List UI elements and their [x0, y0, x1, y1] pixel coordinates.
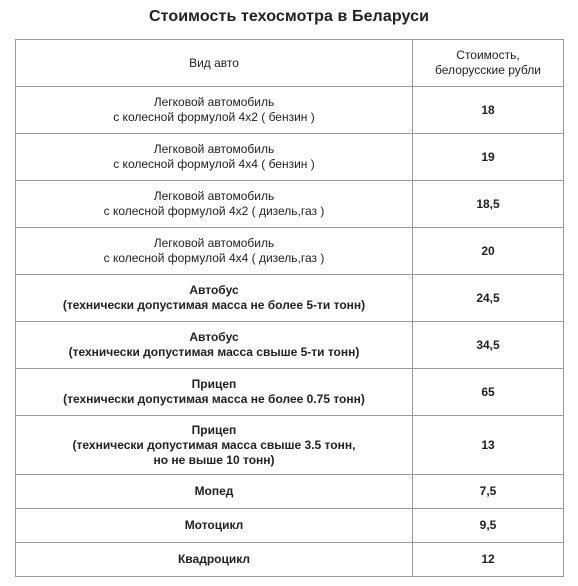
vehicle-type-cell — [16, 322, 413, 369]
table-row — [16, 181, 564, 228]
vehicle-type-line: Мотоцикл — [184, 518, 244, 532]
header-vehicle-type-label: Вид авто — [189, 55, 239, 70]
vehicle-type-line: Легковой автомобиль — [153, 236, 275, 250]
vehicle-type-line: Квадроцикл — [177, 552, 251, 566]
table-row — [16, 509, 564, 543]
price-cell: 19 — [413, 134, 564, 181]
price-cell: 24,5 — [413, 275, 564, 322]
vehicle-type-line: (технически допустимая масса не более 5-ти тонн) — [62, 298, 366, 312]
vehicle-type-line: Прицеп — [191, 422, 237, 437]
vehicle-type-cell — [16, 369, 413, 416]
price-cell: 13 — [413, 416, 564, 475]
price-cell: 20 — [413, 228, 564, 275]
price-cell: 65 — [413, 369, 564, 416]
vehicle-type-line: Легковой автомобиль — [153, 95, 275, 109]
table-row — [16, 369, 564, 416]
price-cell: 18 — [413, 87, 564, 134]
price-cell: 9,5 — [413, 509, 564, 543]
price-cell: 34,5 — [413, 322, 564, 369]
vehicle-type-cell — [16, 509, 413, 543]
table-header-row — [16, 40, 564, 87]
vehicle-type-cell — [16, 87, 413, 134]
page-title: Стоимость техосмотра в Беларуси — [148, 8, 430, 25]
vehicle-type-line: с колесной формулой 4х2 ( бензин ) — [113, 110, 315, 124]
vehicle-type-cell — [16, 275, 413, 322]
price-table — [15, 39, 564, 577]
table-row — [16, 543, 564, 577]
vehicle-type-cell — [16, 475, 413, 509]
table-row — [16, 134, 564, 181]
vehicle-type-line: Автобус — [189, 283, 239, 297]
price-cell: 7,5 — [413, 475, 564, 509]
table-row — [16, 87, 564, 134]
vehicle-type-line: (технически допустимая масса свыше 3.5 тонн, — [72, 437, 356, 452]
vehicle-type-line: с колесной формулой 4х2 ( дизель,газ ) — [103, 204, 325, 218]
header-vehicle-type — [16, 40, 413, 87]
vehicle-type-cell — [16, 181, 413, 228]
vehicle-type-cell — [16, 134, 413, 181]
vehicle-type-line: Прицеп — [191, 377, 237, 391]
table-row — [16, 416, 564, 475]
header-price-unit: белорусские рубли — [435, 63, 541, 77]
table-row — [16, 322, 564, 369]
vehicle-type-line: Мопед — [194, 484, 234, 498]
table-row — [16, 275, 564, 322]
vehicle-type-line: с колесной формулой 4х4 ( бензин ) — [113, 157, 315, 171]
price-cell: 18,5 — [413, 181, 564, 228]
table-row — [16, 475, 564, 509]
vehicle-type-line: (технически допустимая масса не более 0.75 тонн) — [63, 392, 365, 406]
vehicle-type-cell — [16, 416, 413, 475]
table-row — [16, 228, 564, 275]
price-cell: 12 — [413, 543, 564, 577]
vehicle-type-line: Легковой автомобиль — [153, 142, 275, 156]
vehicle-type-line: с колесной формулой 4х4 ( дизель,газ ) — [103, 251, 325, 265]
vehicle-type-line: (технически допустимая масса свыше 5-ти тонн) — [68, 345, 360, 359]
vehicle-type-line: Легковой автомобиль — [153, 189, 275, 203]
header-price — [413, 40, 564, 87]
vehicle-type-line: но не выше 10 тонн) — [153, 452, 275, 467]
vehicle-type-cell — [16, 543, 413, 577]
header-price-label: Стоимость, — [456, 48, 520, 62]
vehicle-type-line: Автобус — [189, 330, 239, 344]
vehicle-type-cell — [16, 228, 413, 275]
